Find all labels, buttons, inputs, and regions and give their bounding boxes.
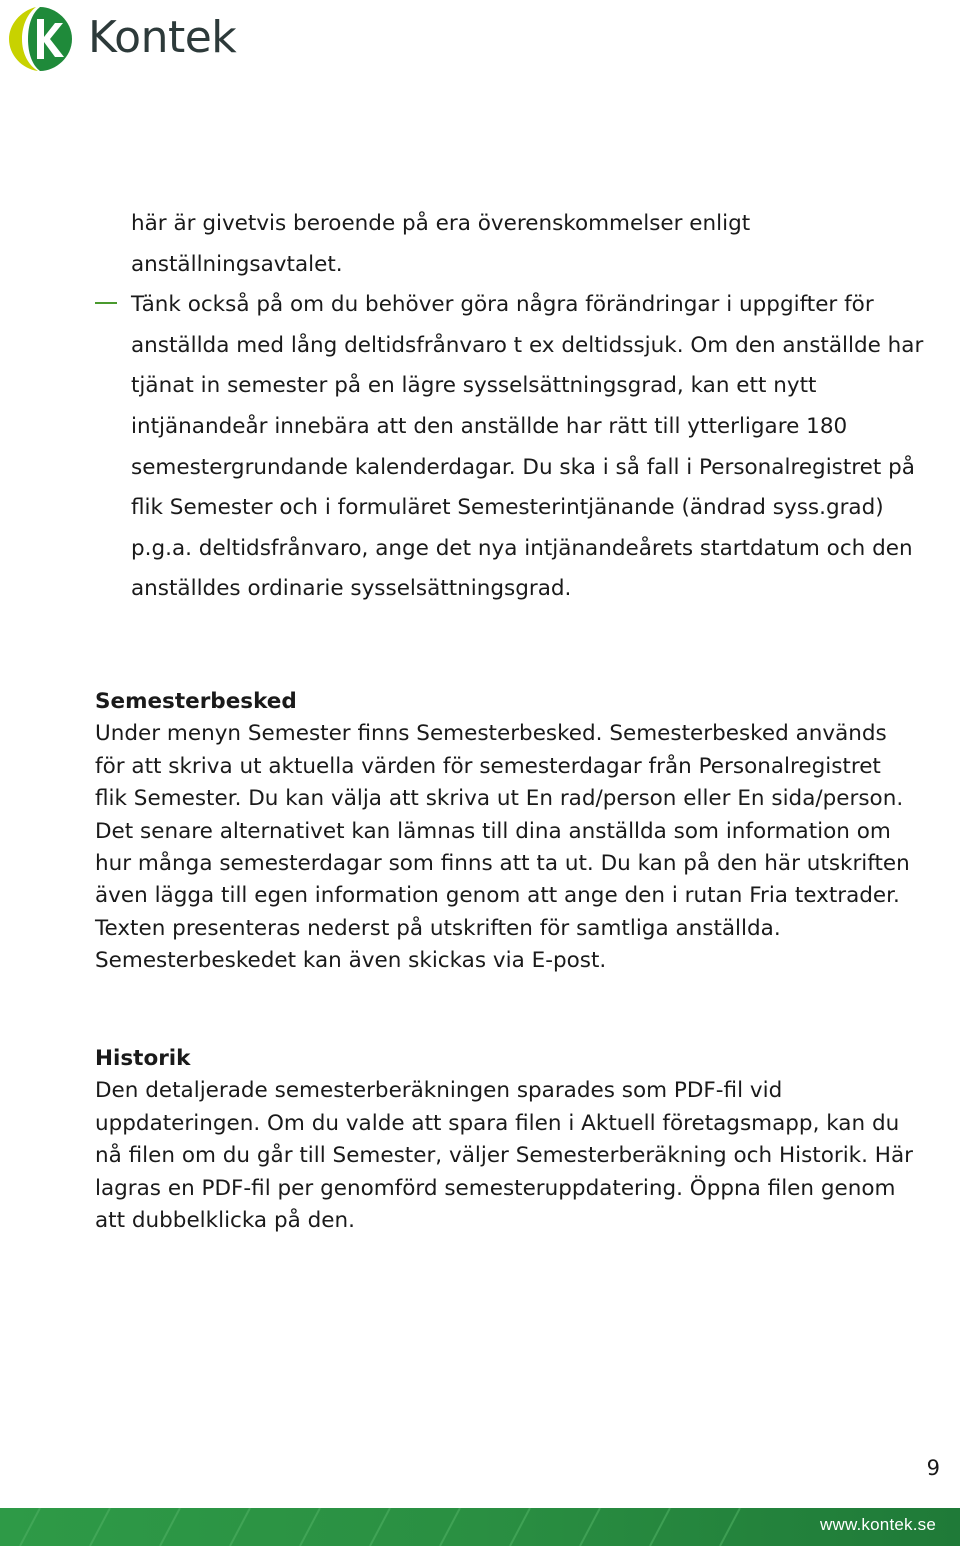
bullet-paragraph: Tänk också på om du behöver göra några förändringar i uppgifter för anställda med lång deltidsfrånvaro t ex deltidssjuk. Om den anställde har tjänat in semester på en lägre sysselsättningsgrad, kan ett nytt intjänandeår innebära att den anställde har rätt till ytterligare 180 semestergrundande kalenderdagar. Du ska i så fall i Personalregistret på flik Semester och i formuläret Semesterintjänande (ändrad syss.grad) p.g.a. deltidsfrånvaro, ange det nya intjänandeårets startdatum och den anställdes ordinarie sysselsättningsgrad. [131, 292, 924, 602]
page-number: 9 [926, 1456, 940, 1480]
section-body: Under menyn Semester finns Semesterbesked. Semesterbesked används för att skriva ut aktuella värden för semesterdagar från Personalregistret flik Semester. Du kan välja att skriva ut En rad/person eller En sida/person. Det senare alternativet kan lämnas till dina anställda som information om hur många semesterdagar som finns att ta ut. Du kan på den här utskriften även lägga till egen information genom att ange den i rutan Fria textrader. Texten presenteras nederst på utskriften för samtliga anställda. Semesterbeskedet kan även skickas via E-post. [95, 721, 910, 974]
section-heading: Semesterbesked [95, 689, 297, 714]
section-body: Den detaljerade semesterberäkningen sparades som PDF-fil vid uppdateringen. Om du valde att spara filen i Aktuell företagsmapp, kan du nå filen om du går till Semester, väljer Semesterberäkning och Historik. Här lagras en PDF-fil per genomförd semesteruppdatering. Öppna filen genom att dubbelklicka på den. [95, 1078, 913, 1234]
company-logo [6, 4, 236, 74]
dash-bullet [95, 302, 117, 304]
section-semesterbesked [95, 686, 915, 978]
footer-band [0, 1508, 960, 1546]
intro-continuation: här är givetvis beroende på era överenskommelser enligt anställningsavtalet. [131, 211, 751, 277]
kontek-logo-icon [6, 5, 74, 73]
intro-block [131, 204, 931, 610]
logo-wordmark: Kontek [88, 12, 237, 63]
section-heading: Historik [95, 1046, 191, 1071]
footer-website-link[interactable]: www.kontek.se [820, 1515, 936, 1534]
section-historik [95, 1043, 915, 1237]
